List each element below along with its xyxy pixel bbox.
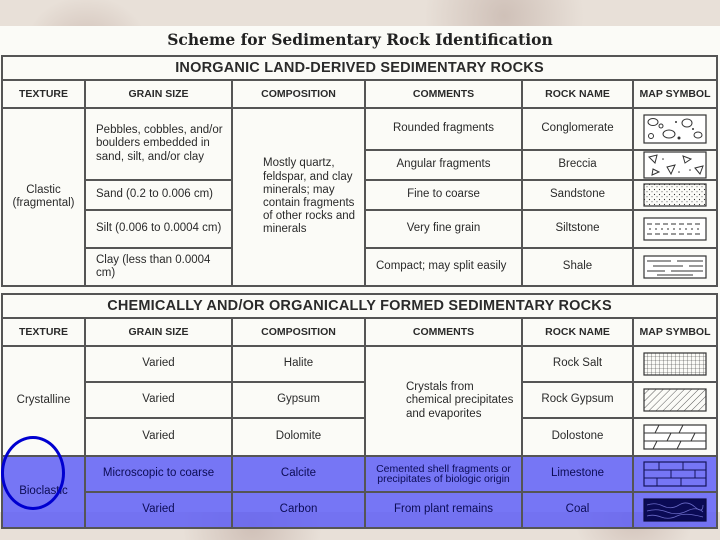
rock-name-cell: Rock Salt	[522, 346, 633, 382]
composition-cell: Calcite	[232, 456, 365, 492]
rock-name-cell: Rock Gypsum	[522, 382, 633, 418]
rock-name-cell: Sandstone	[522, 180, 633, 210]
comment-cell: Cemented shell fragments or precipitates of biologic origin	[365, 456, 522, 492]
header-map-symbol: MAP SYMBOL	[633, 318, 717, 346]
inorganic-section-title: INORGANIC LAND-DERIVED SEDIMENTARY ROCKS	[2, 56, 717, 80]
grain-size-cell: Varied	[85, 418, 232, 456]
inorganic-header-row	[2, 80, 717, 108]
header-composition: COMPOSITION	[232, 318, 365, 346]
composition-cell: Halite	[232, 346, 365, 382]
header-grain-size: GRAIN SIZE	[85, 80, 232, 108]
texture-clastic: Clastic (fragmental)	[2, 108, 85, 286]
rock-name-cell: Conglomerate	[522, 108, 633, 150]
composition-cell: Carbon	[232, 492, 365, 528]
table-row	[2, 382, 717, 418]
composition-cell: Dolomite	[232, 418, 365, 456]
grain-size-cell: Sand (0.2 to 0.006 cm)	[85, 180, 232, 210]
comment-cell: Very fine grain	[365, 210, 522, 248]
table-row-limestone	[2, 456, 717, 492]
grain-size-cell: Varied	[85, 382, 232, 418]
bioclastic-highlight-circle	[1, 436, 65, 510]
composition-cell: Gypsum	[232, 382, 365, 418]
comment-cell: Angular fragments	[365, 150, 522, 180]
table-row	[2, 346, 717, 382]
header-rock-name: ROCK NAME	[522, 80, 633, 108]
sandstone-symbol-icon	[633, 180, 717, 210]
table-row	[2, 418, 717, 456]
siltstone-symbol-icon	[633, 210, 717, 248]
comment-crystalline: Crystals from chemical precipitates and evaporites	[365, 346, 522, 456]
comment-cell: Fine to coarse	[365, 180, 522, 210]
header-texture: TEXTURE	[2, 80, 85, 108]
comment-cell: Compact; may split easily	[365, 248, 522, 286]
grain-size-cell: Pebbles, cobbles, and/or boulders embedded in sand, silt, and/or clay	[85, 108, 232, 180]
rock-name-cell: Limestone	[522, 456, 633, 492]
rock-gypsum-symbol-icon	[633, 382, 717, 418]
rock-identification-sheet	[0, 26, 720, 516]
header-map-symbol: MAP SYMBOL	[633, 80, 717, 108]
coal-symbol-icon	[633, 492, 717, 528]
comment-cell: From plant remains	[365, 492, 522, 528]
texture-bioclastic: Bioclastic	[2, 456, 85, 528]
rock-name-cell: Shale	[522, 248, 633, 286]
header-comments: COMMENTS	[365, 80, 522, 108]
breccia-symbol-icon	[633, 150, 717, 180]
dolostone-symbol-icon	[633, 418, 717, 456]
header-rock-name: ROCK NAME	[522, 318, 633, 346]
header-comments: COMMENTS	[365, 318, 522, 346]
grain-size-cell: Varied	[85, 492, 232, 528]
grain-size-cell: Silt (0.006 to 0.0004 cm)	[85, 210, 232, 248]
chemical-header-row	[2, 318, 717, 346]
grain-size-cell: Clay (less than 0.0004 cm)	[85, 248, 232, 286]
header-composition: COMPOSITION	[232, 80, 365, 108]
chemical-section-title: CHEMICALLY AND/OR ORGANICALLY FORMED SEDIMENTARY ROCKS	[2, 294, 717, 318]
header-texture: TEXTURE	[2, 318, 85, 346]
header-grain-size: GRAIN SIZE	[85, 318, 232, 346]
rock-identification-table	[1, 55, 718, 529]
rock-salt-symbol-icon	[633, 346, 717, 382]
composition-clastic: Mostly quartz, feldspar, and clay minerals; may contain fragments of other rocks and minerals	[232, 108, 365, 286]
rock-name-cell: Dolostone	[522, 418, 633, 456]
rock-name-cell: Coal	[522, 492, 633, 528]
grain-size-cell: Varied	[85, 346, 232, 382]
texture-crystalline: Crystalline	[2, 346, 85, 456]
grain-size-cell: Microscopic to coarse	[85, 456, 232, 492]
rock-name-cell: Siltstone	[522, 210, 633, 248]
page-title: Scheme for Sedimentary Rock Identification	[167, 30, 553, 49]
table-row-coal	[2, 492, 717, 528]
rock-name-cell: Breccia	[522, 150, 633, 180]
limestone-symbol-icon	[633, 456, 717, 492]
shale-symbol-icon	[633, 248, 717, 286]
table-row	[2, 108, 717, 150]
conglomerate-symbol-icon	[633, 108, 717, 150]
comment-cell: Rounded fragments	[365, 108, 522, 150]
